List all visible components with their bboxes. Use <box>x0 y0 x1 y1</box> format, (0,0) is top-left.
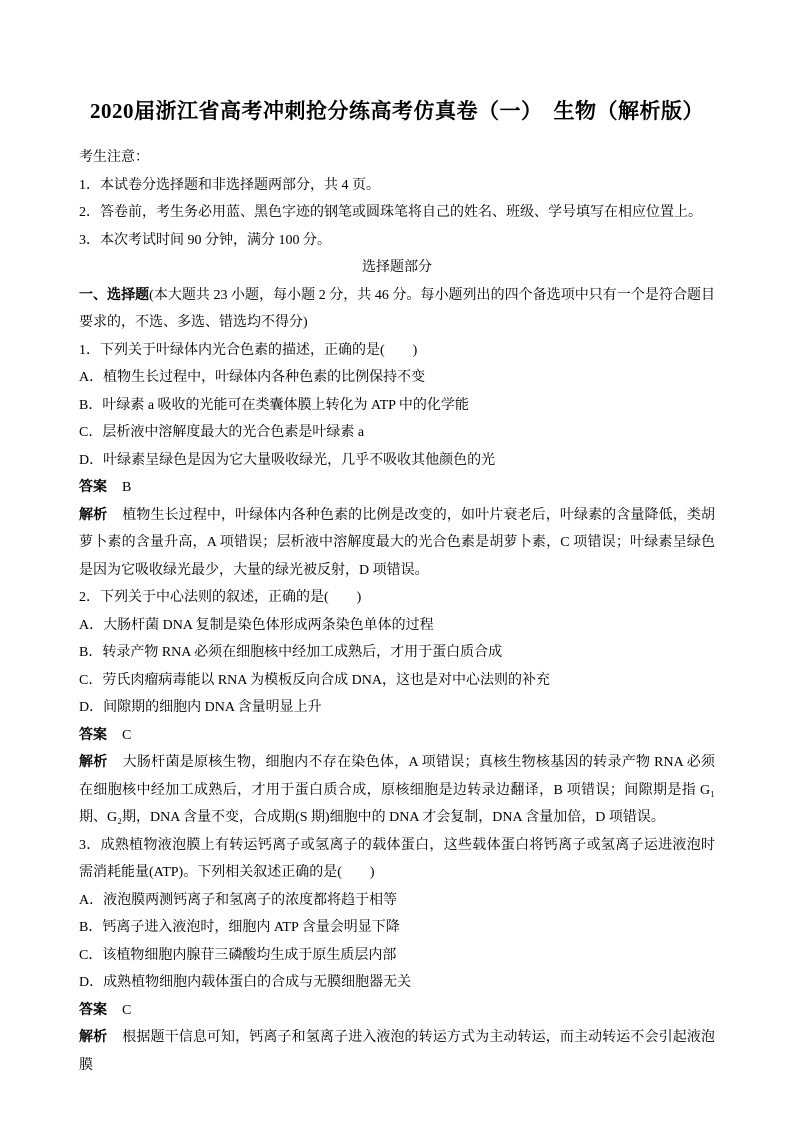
question-stem: 2．下列关于中心法则的叙述，正确的是( ) <box>79 590 362 605</box>
option-b: B．叶绿素 a 吸收的光能可在类囊体膜上转化为 ATP 中的化学能 <box>79 397 469 413</box>
question-block-2 <box>79 584 715 832</box>
analysis-label: 解析 <box>79 1030 108 1045</box>
option-a: A．植物生长过程中，叶绿体内各种色素的比例保持不变 <box>79 370 426 385</box>
option-b: B．钙离子进入液泡时，细胞内 ATP 含量会明显下降 <box>79 920 400 935</box>
answer-label: 答案 <box>79 480 107 495</box>
option-d: D．成熟植物细胞内载体蛋白的合成与无膜细胞器无关 <box>79 975 412 990</box>
answer-label: 答案 <box>79 727 107 743</box>
analysis-line <box>79 1024 715 1079</box>
notice-item-2: 2．答卷前，考生务必用蓝、黑色字迹的钢笔或圆珠笔将自己的姓名、班级、学号填写在相应位置上。 <box>79 205 702 220</box>
analysis-label: 解析 <box>79 755 108 770</box>
answer-value: C <box>122 727 132 743</box>
answer-line <box>79 722 715 750</box>
option-d: D．叶绿素呈绿色是因为它大量吸收绿光，几乎不吸收其他颜色的光 <box>79 452 496 468</box>
analysis-line <box>79 749 715 832</box>
section-intro-text: (本大题共 23 小题，每小题 2 分，共 46 分。每小题列出的四个备选项中只有一个是符合题目要求的，不选、多选、错选均不得分) <box>79 287 716 330</box>
exam-title: 2020届浙江省高考冲刺抢分练高考仿真卷（一） 生物（解析版） <box>90 99 704 123</box>
option-c: C．该植物细胞内腺苷三磷酸均生成于原生质层内部 <box>79 947 397 963</box>
question-stem: 1．下列关于叶绿体内光合色素的描述，正确的是( ) <box>79 342 418 358</box>
answer-value: B <box>122 480 132 495</box>
answer-value: C <box>122 1002 132 1018</box>
analysis-line <box>79 502 715 585</box>
question-block-1 <box>79 337 715 585</box>
question-block-3 <box>79 832 715 1080</box>
answer-line <box>79 997 715 1025</box>
option-c: C．劳氏肉瘤病毒能以 RNA 为模板反向合成 DNA，这也是对中心法则的补充 <box>79 672 550 688</box>
section-heading: 选择题部分 <box>362 260 432 275</box>
analysis-text: 大肠杆菌是原核生物，细胞内不存在染色体，A 项错误；真核生物核基因的转录产物 RNA 必须在细胞核中经加工成熟后，才用于蛋白质合成，原核细胞是边转录边翻译，B 项错误；间隙期是指 G₁期、G₂期，DNA 含量不变，合成期(S 期)细胞中的 DNA 才会复制，DNA 含量加倍，D 项错误。 <box>79 755 716 825</box>
option-d: D．间隙期的细胞内 DNA 含量明显上升 <box>79 700 322 715</box>
notice-heading: 考生注意： <box>79 150 149 165</box>
answer-line <box>79 474 715 502</box>
option-a: A．大肠杆菌 DNA 复制是染色体形成两条染色单体的过程 <box>79 617 434 633</box>
question-stem: 3．成熟植物液泡膜上有转运钙离子或氢离子的载体蛋白，这些载体蛋白将钙离子或氢离子运进液泡时需消耗能量(ATP)。下列相关叙述正确的是( ) <box>79 837 715 880</box>
analysis-text: 根据题干信息可知，钙离子和氢离子进入液泡的转运方式为主动转运，而主动转运不会引起液泡膜 <box>79 1030 715 1073</box>
analysis-text: 植物生长过程中，叶绿体内各种色素的比例是改变的，如叶片衰老后，叶绿素的含量降低，类胡萝卜素的含量升高，A 项错误；层析液中溶解度最大的光合色素是胡萝卜素，C 项错误；叶绿素呈绿色是因为它吸收绿光最少，大量的绿光被反射，D 项错误。 <box>79 507 715 578</box>
section-intro-title: 一、选择题 <box>79 287 150 303</box>
analysis-label: 解析 <box>79 507 108 523</box>
section-intro <box>79 282 715 337</box>
option-c: C．层析液中溶解度最大的光合色素是叶绿素 a <box>79 425 365 440</box>
notice-item-1: 1．本试卷分选择题和非选择题两部分，共 4 页。 <box>79 177 380 193</box>
answer-label: 答案 <box>79 1002 107 1018</box>
option-a: A．液泡膜两测钙离子和氢离子的浓度都将趋于相等 <box>79 892 398 908</box>
notice-item-3: 3．本次考试时间 90 分钟，满分 100 分。 <box>79 232 331 248</box>
option-b: B．转录产物 RNA 必须在细胞核中经加工成熟后，才用于蛋白质合成 <box>79 645 503 660</box>
